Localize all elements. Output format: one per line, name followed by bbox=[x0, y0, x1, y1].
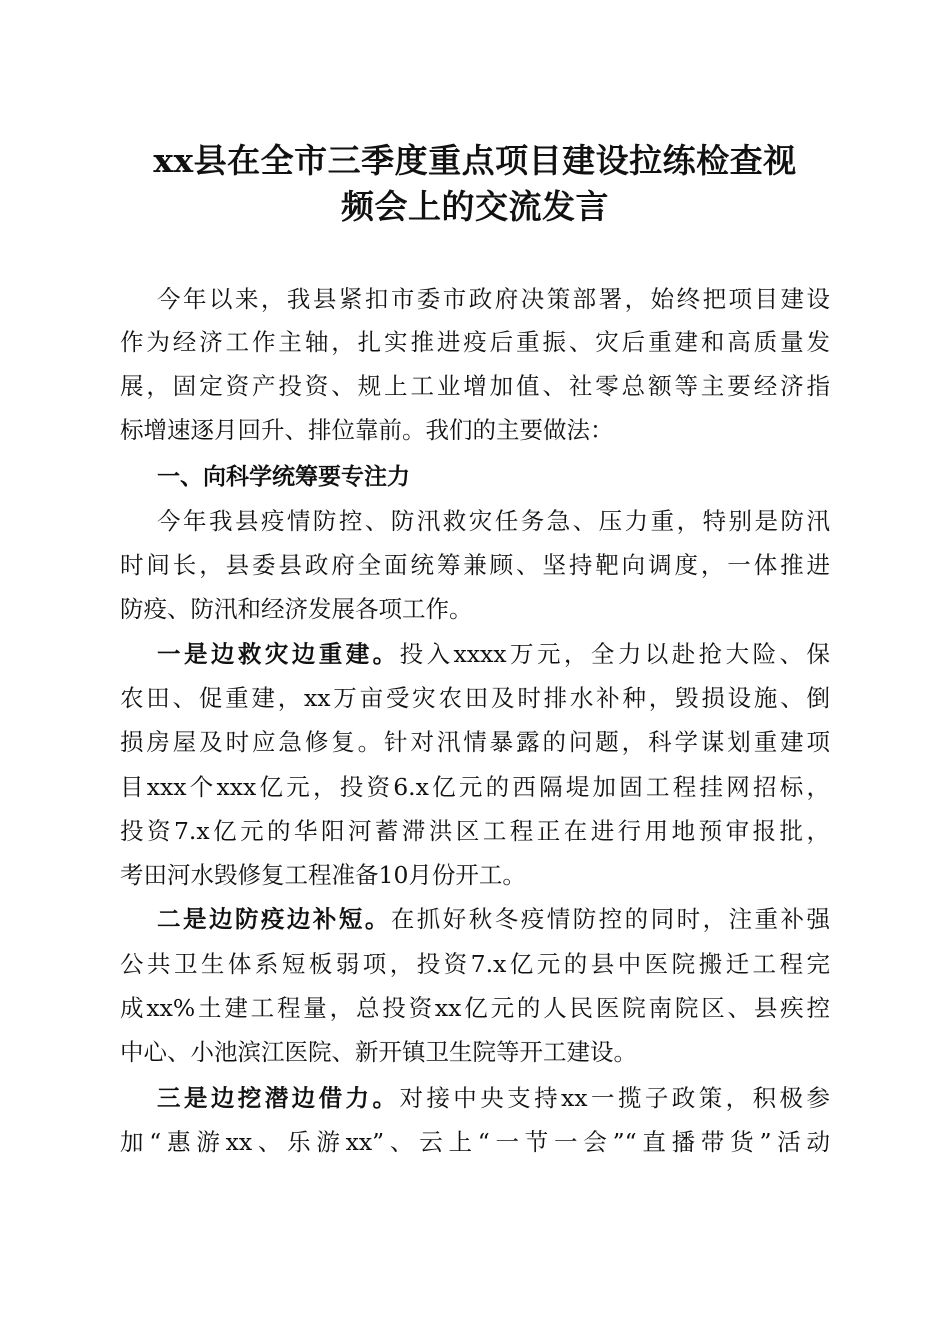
paragraph-lead: 一是边救灾边重建。 bbox=[157, 640, 400, 668]
paragraph-line: 时间长，县委县政府全面统筹兼顾、坚持靶向调度，一体推进 bbox=[120, 551, 830, 579]
paragraph-line: 今年以来，我县紧扣市委市政府决策部署，始终把项目建设 bbox=[157, 285, 830, 313]
paragraph-line: 农田、促重建，xx万亩受灾农田及时排水补种，毁损设施、倒 bbox=[120, 684, 830, 712]
paragraph-line: 成xx%土建工程量，总投资xx亿元的人民医院南院区、县疾控 bbox=[120, 994, 830, 1022]
document-title-line-1: xx县在全市三季度重点项目建设拉练检查视 bbox=[153, 141, 797, 180]
paragraph-line bbox=[157, 903, 830, 935]
paragraph-line: 防疫、防汛和经济发展各项工作。 bbox=[120, 595, 473, 623]
paragraph-line: 考田河水毁修复工程准备10月份开工。 bbox=[120, 861, 526, 889]
paragraph-line: 展，固定资产投资、规上工业增加值、社零总额等主要经济指 bbox=[120, 372, 830, 400]
paragraph-line: 投资7.x亿元的华阳河蓄滞洪区工程正在进行用地预审报批， bbox=[120, 817, 830, 845]
paragraph-line: 损房屋及时应急修复。针对汛情暴露的问题，科学谋划重建项 bbox=[120, 728, 830, 756]
paragraph-line bbox=[157, 638, 830, 670]
document-title-line-2: 频会上的交流发言 bbox=[341, 187, 609, 226]
section-heading: 一、向科学统筹要专注力 bbox=[157, 464, 410, 490]
paragraph-text: 在抓好秋冬疫情防控的同时，注重补强 bbox=[390, 905, 831, 933]
paragraph-line: 加“惠游xx、乐游xx”、云上“一节一会”“直播带货”活动 bbox=[120, 1128, 830, 1156]
paragraph-lead: 二是边防疫边补短。 bbox=[157, 905, 391, 933]
paragraph-text: 投入xxxx万元，全力以赴抢大险、保 bbox=[399, 640, 831, 668]
paragraph-line: 目xxx个xxx亿元，投资6.x亿元的西隔堤加固工程挂网招标， bbox=[120, 773, 830, 801]
paragraph-line: 今年我县疫情防控、防汛救灾任务急、压力重，特别是防汛 bbox=[157, 507, 830, 535]
paragraph-line: 作为经济工作主轴，扎实推进疫后重振、灾后重建和高质量发 bbox=[120, 328, 830, 356]
paragraph-line: 中心、小池滨江医院、新开镇卫生院等开工建设。 bbox=[120, 1038, 637, 1066]
paragraph-line bbox=[157, 1082, 830, 1114]
paragraph-line: 公共卫生体系短板弱项，投资7.x亿元的县中医院搬迁工程完 bbox=[120, 950, 830, 978]
paragraph-text: 对接中央支持xx一揽子政策，积极参 bbox=[399, 1084, 830, 1112]
paragraph-line: 标增速逐月回升、排位靠前。我们的主要做法： bbox=[120, 416, 614, 444]
paragraph-lead: 三是边挖潜边借力。 bbox=[157, 1084, 400, 1112]
